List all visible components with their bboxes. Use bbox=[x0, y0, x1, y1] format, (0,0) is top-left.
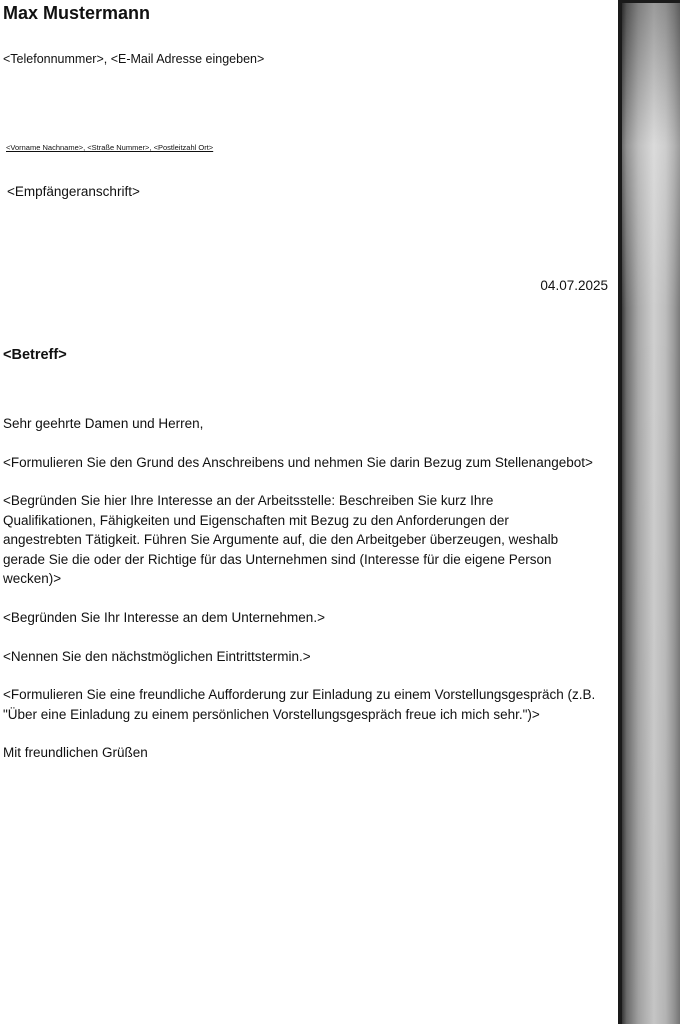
scrollbar-thumb[interactable] bbox=[622, 3, 680, 1024]
vertical-scrollbar[interactable] bbox=[618, 0, 680, 1024]
salutation: Sehr geehrte Damen und Herren, bbox=[3, 416, 204, 431]
return-address-line: <Vorname Nachname>, <Straße Nummer>, <Postleitzahl Ort> bbox=[6, 143, 214, 152]
body-paragraph-start-date: <Nennen Sie den nächstmöglichen Eintrittstermin.> bbox=[3, 649, 311, 664]
body-paragraph-interview-request: <Formulieren Sie eine freundliche Aufforderung zur Einladung zu einem Vorstellungsgespräch (z.B. "Über eine Einladung zu einem persönlichen Vorstellungsgespräch freue ich mich sehr.")> bbox=[3, 687, 596, 722]
body-paragraph-company-interest: <Begründen Sie Ihr Interesse an dem Unternehmen.> bbox=[3, 610, 325, 625]
body-paragraph-qualifications: <Begründen Sie hier Ihre Interesse an der Arbeitsstelle: Beschreiben Sie kurz Ihre Qualifikationen, Fähigkeiten und Eigenschaften mit Bezug zu den Anforderungen der angestrebten Tätigkeit. Führen Sie Argumente auf, die den Arbeitgeber überzeugen, weshalb gerade Sie die oder der Richtige für das Unternehmen sind (Interesse für die eigene Person wecken)> bbox=[3, 493, 559, 586]
sender-contact: <Telefonnummer>, <E-Mail Adresse eingeben> bbox=[3, 52, 265, 66]
sender-name: Max Mustermann bbox=[3, 3, 151, 23]
body-paragraph-reason: <Formulieren Sie den Grund des Anschreibens und nehmen Sie darin Bezug zum Stellenangebot> bbox=[3, 455, 593, 470]
letter-subject: <Betreff> bbox=[3, 347, 67, 363]
letter-date: 04.07.2025 bbox=[540, 278, 608, 293]
closing: Mit freundlichen Grüßen bbox=[3, 745, 148, 760]
recipient-address: <Empfängeranschrift> bbox=[7, 184, 140, 199]
